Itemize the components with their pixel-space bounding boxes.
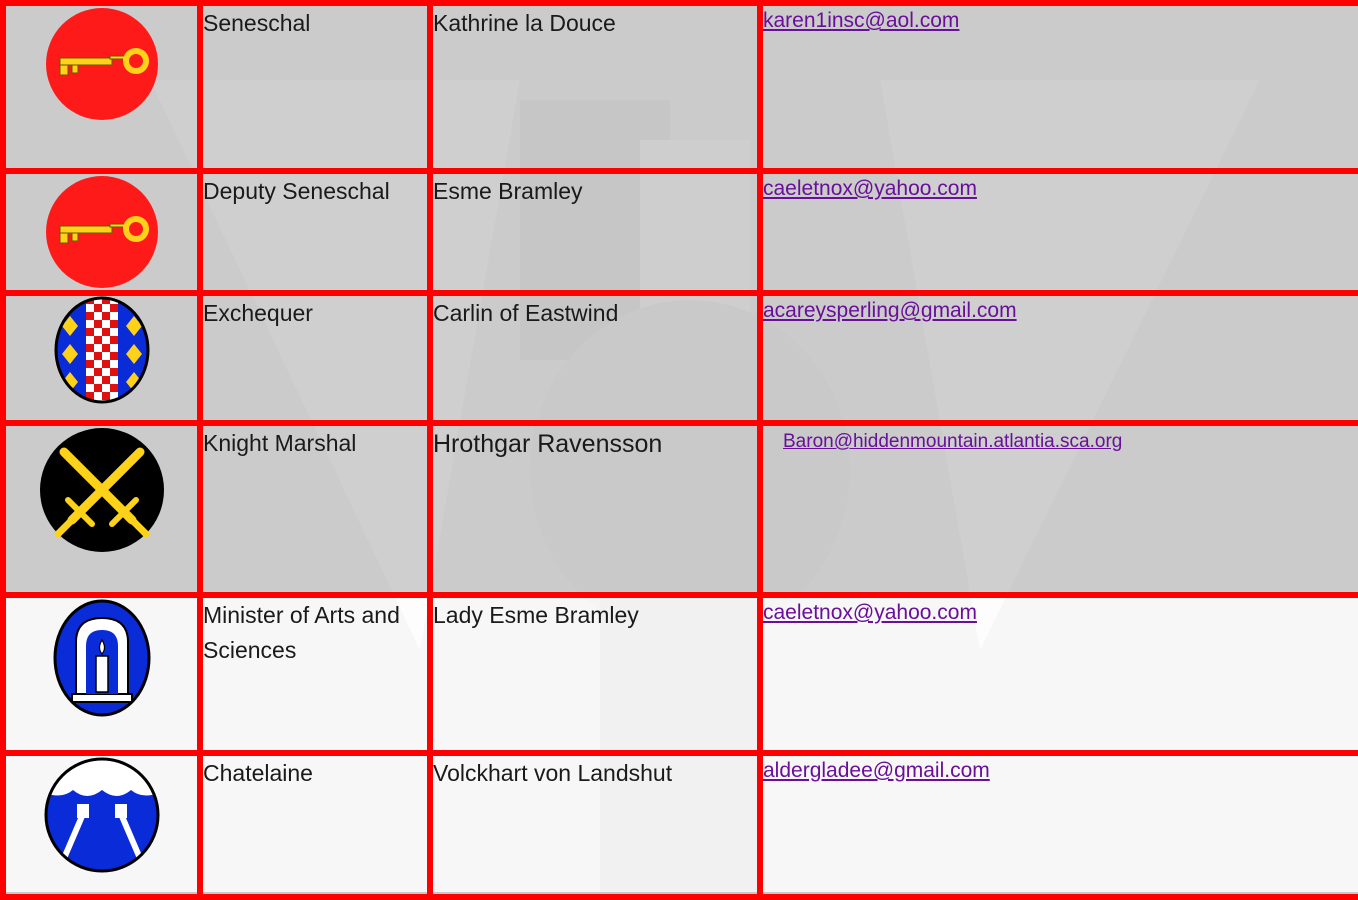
office-label: Minister of Arts and Sciences: [203, 602, 400, 663]
name-cell: [430, 293, 760, 423]
crossed-swords-icon: [6, 426, 197, 554]
table-row: [3, 3, 1358, 171]
officer-name: Hrothgar Ravensson: [433, 430, 663, 458]
office-label: Seneschal: [203, 10, 311, 36]
office-cell: [200, 423, 430, 595]
officer-name: Volckhart von Landshut: [433, 760, 673, 786]
email-cell: [760, 423, 1358, 595]
officer-name: Lady Esme Bramley: [433, 602, 639, 628]
name-cell: [430, 171, 760, 293]
name-cell: [430, 595, 760, 753]
name-cell: [430, 423, 760, 595]
email-link[interactable]: Baron@hiddenmountain.atlantia.sca.org: [783, 431, 1123, 452]
checky-pale-icon: [6, 296, 197, 404]
table-row: [3, 595, 1358, 753]
email-link[interactable]: karen1insc@aol.com: [763, 9, 960, 32]
email-link[interactable]: acareysperling@gmail.com: [763, 299, 1017, 322]
office-cell: [200, 595, 430, 753]
office-label: Deputy Seneschal: [203, 178, 390, 204]
email-cell: [760, 3, 1358, 171]
name-cell: [430, 3, 760, 171]
icon-cell: [3, 171, 200, 293]
icon-cell: [3, 595, 200, 753]
table-row: [3, 171, 1358, 293]
email-link[interactable]: caeletnox@yahoo.com: [763, 177, 977, 200]
key-on-red-icon: [6, 174, 197, 290]
officer-name: Kathrine la Douce: [433, 10, 616, 36]
office-cell: [200, 3, 430, 171]
name-cell: [430, 753, 760, 897]
table-row: [3, 753, 1358, 897]
officer-name: Esme Bramley: [433, 178, 583, 204]
icon-cell: [3, 3, 200, 171]
candle-in-arch-icon: [6, 598, 197, 718]
icon-cell: [3, 753, 200, 897]
office-label: Chatelaine: [203, 760, 313, 786]
officer-name: Carlin of Eastwind: [433, 300, 619, 326]
office-cell: [200, 171, 430, 293]
mountain-keys-icon: [6, 756, 197, 874]
email-link[interactable]: aldergladee@gmail.com: [763, 759, 990, 782]
table-row: [3, 293, 1358, 423]
office-label: Knight Marshal: [203, 430, 357, 456]
email-cell: [760, 293, 1358, 423]
office-label: Exchequer: [203, 300, 313, 326]
icon-cell: [3, 293, 200, 423]
office-cell: [200, 293, 430, 423]
icon-cell: [3, 423, 200, 595]
email-link[interactable]: caeletnox@yahoo.com: [763, 601, 977, 624]
office-cell: [200, 753, 430, 897]
email-cell: [760, 171, 1358, 293]
email-cell: [760, 753, 1358, 897]
email-cell: [760, 595, 1358, 753]
table-row: [3, 423, 1358, 595]
key-on-red-icon: [6, 6, 197, 122]
